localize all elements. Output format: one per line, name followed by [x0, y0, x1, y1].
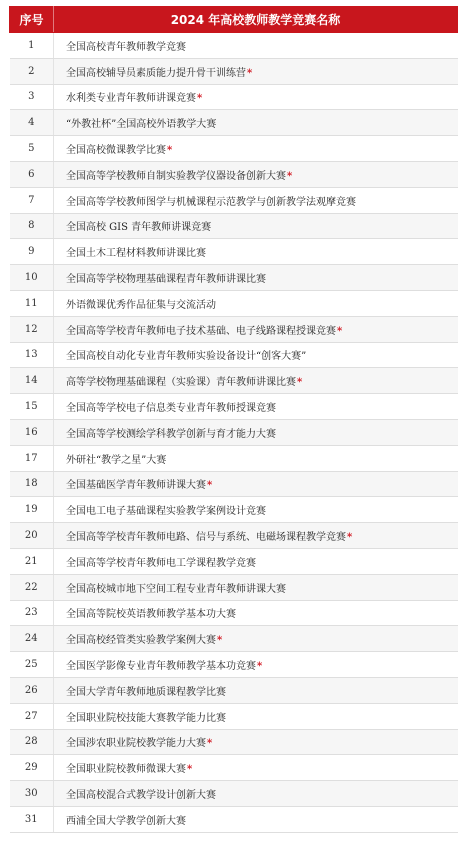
competition-table-container [9, 6, 457, 833]
row-index: 24 [10, 626, 54, 652]
table-row [10, 394, 458, 420]
table-row [10, 110, 458, 136]
competition-name: 全国高等学校青年教师电路、信号与系统、电磁场课程教学竞赛 [66, 532, 346, 544]
row-index: 9 [10, 239, 54, 265]
row-index: 2 [10, 58, 54, 84]
table-row [10, 497, 458, 523]
row-name-cell [54, 161, 458, 187]
row-name-cell [54, 394, 458, 420]
competition-name: 全国职业院校技能大赛教学能力比赛 [66, 712, 226, 724]
asterisk-mark: * [197, 93, 203, 105]
competition-name: 全国职业院校教师微课大赛 [66, 764, 186, 776]
table-row [10, 729, 458, 755]
row-index: 22 [10, 574, 54, 600]
row-index: 25 [10, 652, 54, 678]
row-index: 3 [10, 84, 54, 110]
competition-name: 水利类专业青年教师讲课竞赛 [66, 93, 196, 105]
row-name-cell [54, 755, 458, 781]
row-name-cell [54, 471, 458, 497]
row-name-cell [54, 419, 458, 445]
asterisk-mark: * [187, 764, 193, 776]
competition-name: 全国基础医学青年教师讲课大赛 [66, 480, 206, 492]
competition-name: 全国高等院校英语教师教学基本功大赛 [66, 609, 236, 621]
competition-name: 全国高校 GIS 青年教师讲课竞赛 [66, 222, 212, 234]
asterisk-mark: * [347, 532, 353, 544]
row-index: 18 [10, 471, 54, 497]
row-index: 6 [10, 161, 54, 187]
row-index: 15 [10, 394, 54, 420]
competition-table [9, 6, 458, 833]
table-row [10, 445, 458, 471]
table-row [10, 213, 458, 239]
row-index: 28 [10, 729, 54, 755]
competition-name: 全国高校城市地下空间工程专业青年教师讲课大赛 [66, 583, 286, 595]
asterisk-mark: * [287, 170, 293, 182]
asterisk-mark: * [337, 325, 343, 337]
competition-name: 全国医学影像专业青年教师教学基本功竞赛 [66, 661, 256, 673]
row-index: 29 [10, 755, 54, 781]
table-row [10, 781, 458, 807]
row-name-cell [54, 729, 458, 755]
competition-name: 外语微课优秀作品征集与交流活动 [66, 299, 216, 311]
asterisk-mark: * [257, 661, 263, 673]
row-index: 13 [10, 342, 54, 368]
row-index: 30 [10, 781, 54, 807]
row-index: 19 [10, 497, 54, 523]
table-row [10, 84, 458, 110]
asterisk-mark: * [207, 480, 213, 492]
competition-name: 全国高校青年教师教学竞赛 [66, 41, 186, 53]
table-row [10, 161, 458, 187]
row-index: 12 [10, 316, 54, 342]
row-name-cell [54, 445, 458, 471]
row-index: 27 [10, 703, 54, 729]
table-row [10, 703, 458, 729]
table-row [10, 368, 458, 394]
row-index: 26 [10, 677, 54, 703]
asterisk-mark: * [247, 67, 253, 79]
row-name-cell [54, 574, 458, 600]
row-name-cell [54, 239, 458, 265]
competition-name: 全国高校自动化专业青年教师实验设备设计“创客大赛” [66, 351, 307, 363]
row-index: 23 [10, 600, 54, 626]
row-name-cell [54, 703, 458, 729]
row-name-cell [54, 213, 458, 239]
table-row [10, 239, 458, 265]
row-index: 10 [10, 265, 54, 291]
asterisk-mark: * [297, 377, 303, 389]
competition-name: 全国高等学校青年教师电工学课程教学竞赛 [66, 557, 256, 569]
row-index: 8 [10, 213, 54, 239]
row-name-cell [54, 626, 458, 652]
index-column-header: 序号 [10, 7, 54, 33]
table-row [10, 471, 458, 497]
row-name-cell [54, 523, 458, 549]
row-index: 1 [10, 33, 54, 59]
table-row [10, 755, 458, 781]
row-index: 20 [10, 523, 54, 549]
row-name-cell [54, 600, 458, 626]
competition-name: 全国高等学校物理基础课程青年教师讲课比赛 [66, 274, 266, 286]
competition-name: 外研社“教学之星”大赛 [66, 454, 167, 466]
row-index: 4 [10, 110, 54, 136]
table-row [10, 342, 458, 368]
table-row [10, 33, 458, 59]
row-name-cell [54, 652, 458, 678]
row-index: 14 [10, 368, 54, 394]
table-row [10, 523, 458, 549]
row-index: 11 [10, 290, 54, 316]
row-name-cell [54, 342, 458, 368]
title-column-header: 2024 年高校教师教学竞赛名称 [54, 7, 458, 33]
table-row [10, 136, 458, 162]
row-name-cell [54, 33, 458, 59]
asterisk-mark: * [167, 145, 173, 157]
competition-name: 全国大学青年教师地质课程教学比赛 [66, 686, 226, 698]
row-index: 31 [10, 806, 54, 832]
competition-name: 全国高校辅导员素质能力提升骨干训练营 [66, 67, 246, 79]
table-row [10, 626, 458, 652]
competition-name: 全国高校经管类实验教学案例大赛 [66, 635, 216, 647]
row-name-cell [54, 806, 458, 832]
competition-name: 全国涉农职业院校教学能力大赛 [66, 738, 206, 750]
table-row [10, 419, 458, 445]
row-name-cell [54, 781, 458, 807]
competition-name: 西浦全国大学教学创新大赛 [66, 815, 186, 827]
row-name-cell [54, 110, 458, 136]
row-name-cell [54, 187, 458, 213]
table-row [10, 652, 458, 678]
row-name-cell [54, 265, 458, 291]
competition-name: 全国高等学校测绘学科教学创新与育才能力大赛 [66, 428, 276, 440]
row-index: 5 [10, 136, 54, 162]
asterisk-mark: * [207, 738, 213, 750]
row-index: 21 [10, 548, 54, 574]
row-index: 17 [10, 445, 54, 471]
competition-name: 全国土木工程材料教师讲课比赛 [66, 248, 206, 260]
table-row [10, 600, 458, 626]
table-header-row [10, 7, 458, 33]
table-row [10, 316, 458, 342]
row-name-cell [54, 290, 458, 316]
competition-name: 全国高等学校青年教师电子技术基础、电子线路课程授课竞赛 [66, 325, 336, 337]
row-name-cell [54, 368, 458, 394]
table-row [10, 265, 458, 291]
competition-name: 全国高等学校教师自制实验教学仪器设备创新大赛 [66, 170, 286, 182]
competition-name: 全国高等学校教师图学与机械课程示范教学与创新教学法观摩竞赛 [66, 196, 356, 208]
competition-name: 全国高校混合式教学设计创新大赛 [66, 790, 216, 801]
table-row [10, 548, 458, 574]
competition-name: 全国高校微课教学比赛 [66, 145, 166, 157]
table-row [10, 574, 458, 600]
table-row [10, 290, 458, 316]
table-body [10, 33, 458, 833]
row-index: 7 [10, 187, 54, 213]
row-name-cell [54, 548, 458, 574]
row-name-cell [54, 316, 458, 342]
table-row [10, 58, 458, 84]
row-name-cell [54, 677, 458, 703]
competition-name: 全国高等学校电子信息类专业青年教师授课竞赛 [66, 403, 276, 415]
row-name-cell [54, 136, 458, 162]
table-row [10, 806, 458, 832]
row-name-cell [54, 58, 458, 84]
row-name-cell [54, 497, 458, 523]
competition-name: 全国电工电子基础课程实验教学案例设计竞赛 [66, 506, 266, 518]
table-row [10, 677, 458, 703]
competition-name: “外教社杯”全国高校外语教学大赛 [66, 119, 217, 131]
competition-name: 高等学校物理基础课程（实验课）青年教师讲课比赛 [66, 377, 296, 389]
asterisk-mark: * [217, 635, 223, 647]
row-name-cell [54, 84, 458, 110]
row-index: 16 [10, 419, 54, 445]
table-row [10, 187, 458, 213]
